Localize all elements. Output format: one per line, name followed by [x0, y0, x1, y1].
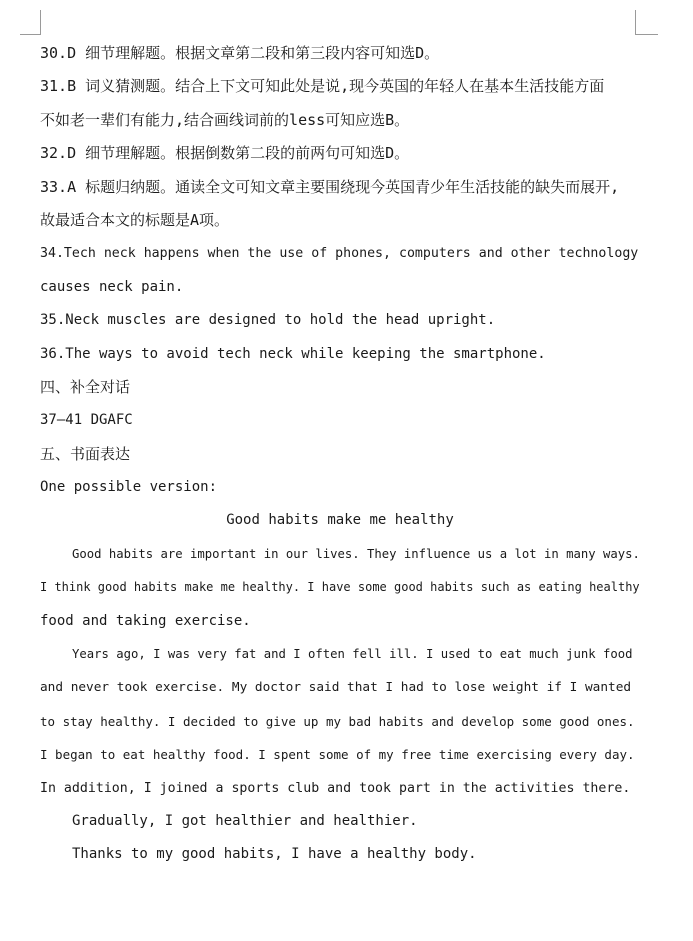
essay-line-7: I began to eat healthy food. I spent some of my free time exercising every day. — [40, 747, 635, 763]
essay-line-10: Thanks to my good habits, I have a healthy body. — [72, 846, 477, 863]
essay-line-9: Gradually, I got healthier and healthier. — [72, 812, 418, 829]
essay-line-3: food and taking exercise. — [40, 612, 251, 629]
essay-intro: One possible version: — [40, 479, 218, 496]
essay-line-6: to stay healthy. I decided to give up my bad habits and develop some good ones. — [40, 713, 635, 729]
answer-36: 36.The ways to avoid tech neck while keeping the smartphone. — [40, 345, 546, 362]
top-right-margin-mark — [635, 10, 658, 35]
answer-31-continued: 不如老一辈们有能力,结合画线词前的less可知应选B。 — [40, 110, 410, 129]
document-page — [40, 37, 640, 872]
answer-33: 33.A 标题归纳题。通读全文可知文章主要围绕现今英国青少年生活技能的缺失而展开, — [40, 177, 620, 196]
essay-line-2: I think good habits make me healthy. I have some good habits such as eating healthy — [40, 580, 640, 595]
answer-34: 34.Tech neck happens when the use of phones, computers and other technology — [40, 246, 639, 262]
essay-title: Good habits make me healthy — [226, 512, 454, 529]
section-4-heading: 四、补全对话 — [40, 377, 131, 396]
section-4-answer: 37—41 DGAFC — [40, 412, 133, 429]
answer-34-continued: causes neck pain. — [40, 278, 184, 295]
essay-line-8: In addition, I joined a sports club and took part in the activities there. — [40, 780, 631, 796]
answer-32: 32.D 细节理解题。根据倒数第二段的前两句可知选D。 — [40, 144, 410, 163]
answer-31: 31.B 词义猜测题。结合上下文可知此处是说,现今英国的年轻人在基本生活技能方面 — [40, 77, 605, 96]
answer-30: 30.D 细节理解题。根据文章第二段和第三段内容可知选D。 — [40, 44, 440, 62]
top-left-margin-mark — [20, 10, 41, 35]
answer-35: 35.Neck muscles are designed to hold the head upright. — [40, 312, 496, 329]
essay-line-1: Good habits are important in our lives. They influence us a lot in many ways. — [72, 546, 640, 561]
section-5-heading: 五、书面表达 — [40, 444, 131, 463]
essay-line-5: and never took exercise. My doctor said that I had to lose weight if I wanted — [40, 680, 632, 696]
essay-line-4: Years ago, I was very fat and I often fell ill. I used to eat much junk food — [72, 647, 633, 662]
answer-33-continued: 故最适合本文的标题是A项。 — [40, 210, 230, 229]
